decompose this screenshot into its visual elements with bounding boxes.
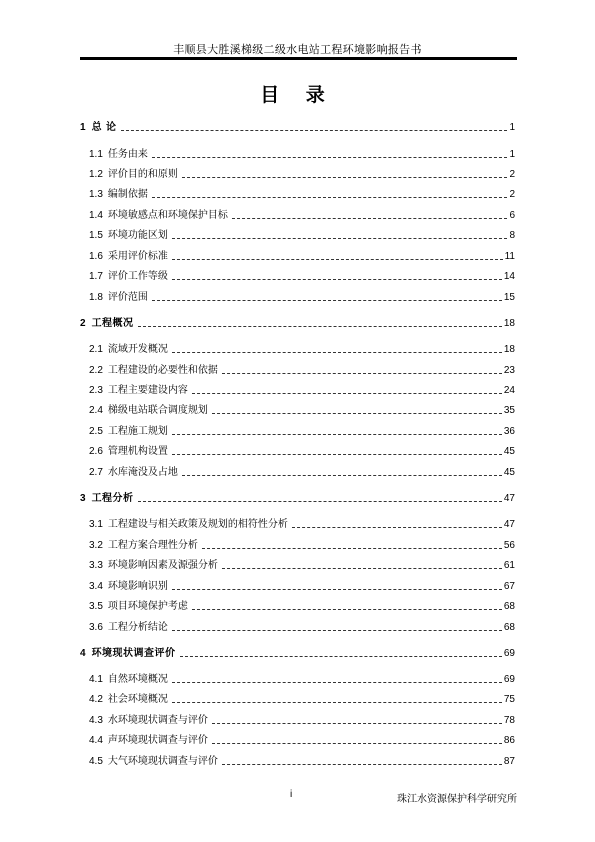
- toc-leader-line: [138, 500, 502, 502]
- toc-entry-number: 4.5: [89, 756, 103, 767]
- toc-leader-line: [172, 629, 502, 631]
- toc-leader-line: [232, 217, 508, 219]
- toc-entry-number: 1.1: [89, 149, 103, 160]
- toc-entry-page: 78: [503, 715, 515, 726]
- toc-section-entry[interactable]: [89, 147, 515, 161]
- toc-entry-page: 68: [503, 622, 515, 633]
- toc-entry-title: 流域开发概况: [107, 344, 168, 355]
- toc-entry-page: 24: [503, 385, 515, 396]
- toc-entry-page: 36: [503, 426, 515, 437]
- toc-entry-title: 工程概况: [91, 318, 134, 329]
- toc-leader-line: [292, 526, 502, 528]
- toc-entry-page: 1: [509, 149, 515, 160]
- toc-entry-number: 2.5: [89, 426, 103, 437]
- toc-entry-title: 采用评价标准: [107, 251, 168, 262]
- toc-leader-line: [182, 474, 502, 476]
- toc-entry-page: 35: [503, 405, 515, 416]
- toc-leader-line: [212, 412, 502, 414]
- toc-entry-page: 69: [503, 674, 515, 685]
- toc-section-entry[interactable]: [89, 403, 515, 417]
- footer-organization: 珠江水资源保护科学研究所: [397, 794, 517, 805]
- toc-leader-line: [121, 129, 508, 131]
- toc-entry-title: 工程施工规划: [107, 426, 168, 437]
- toc-entry-title: 环境功能区划: [107, 230, 168, 241]
- toc-entry-title: 水环境现状调查与评价: [107, 715, 208, 726]
- toc-entry-number: 3.1: [89, 519, 103, 530]
- toc-entry-title: 工程建设的必要性和依据: [107, 365, 218, 376]
- toc-section-entry[interactable]: [89, 465, 515, 479]
- toc-entry-page: 1: [509, 122, 515, 133]
- toc-entry-title: 评价范围: [107, 292, 148, 303]
- toc-entry-page: 23: [503, 365, 515, 376]
- toc-leader-line: [202, 547, 502, 549]
- toc-entry-number: 1.6: [89, 251, 103, 262]
- toc-chapter-entry[interactable]: [80, 646, 515, 660]
- toc-title: 目 录: [260, 84, 335, 106]
- toc-entry-page: 67: [503, 581, 515, 592]
- toc-entry-number: 3.2: [89, 540, 103, 551]
- toc-entry-title: 自然环境概况: [107, 674, 168, 685]
- toc-entry-number: 1.2: [89, 169, 103, 180]
- toc-leader-line: [172, 681, 502, 683]
- toc-entry-page: 15: [503, 292, 515, 303]
- toc-leader-line: [172, 237, 508, 239]
- toc-entry-number: 4.1: [89, 674, 103, 685]
- toc-entry-number: 2.7: [89, 467, 103, 478]
- toc-section-entry[interactable]: [89, 424, 515, 438]
- toc-section-entry[interactable]: [89, 208, 515, 222]
- toc-entry-page: 69: [503, 648, 515, 659]
- toc-entry-page: 47: [503, 519, 515, 530]
- toc-section-entry[interactable]: [89, 579, 515, 593]
- toc-entry-number: 2.3: [89, 385, 103, 396]
- toc-entry-title: 评价工作等级: [107, 271, 168, 282]
- footer-page-number: i: [290, 789, 293, 800]
- toc-entry-number: 1: [80, 122, 86, 133]
- toc-leader-line: [138, 325, 502, 327]
- toc-entry-page: 45: [503, 467, 515, 478]
- toc-entry-page: 11: [504, 251, 515, 262]
- toc-section-entry[interactable]: [89, 290, 515, 304]
- toc-entry-number: 2.2: [89, 365, 103, 376]
- toc-section-entry[interactable]: [89, 363, 515, 377]
- toc-entry-number: 2.1: [89, 344, 103, 355]
- toc-leader-line: [172, 453, 502, 455]
- toc-entry-page: 2: [509, 169, 515, 180]
- toc-leader-line: [152, 299, 502, 301]
- toc-section-entry[interactable]: [89, 444, 515, 458]
- toc-leader-line: [182, 176, 508, 178]
- toc-leader-line: [212, 722, 502, 724]
- toc-entry-title: 工程建设与相关政策及规划的相符性分析: [107, 519, 288, 530]
- toc-leader-line: [172, 278, 502, 280]
- toc-entry-page: 18: [503, 344, 515, 355]
- toc-section-entry[interactable]: [89, 383, 515, 397]
- toc-leader-line: [192, 392, 502, 394]
- toc-entry-title: 大气环境现状调查与评价: [107, 756, 218, 767]
- toc-chapter-entry[interactable]: [80, 120, 515, 134]
- toc-entry-title: 任务由来: [107, 149, 148, 160]
- toc-section-entry[interactable]: [89, 517, 515, 531]
- toc-entry-page: 86: [503, 735, 515, 746]
- toc-entry-title: 工程方案合理性分析: [107, 540, 198, 551]
- toc-entry-page: 18: [503, 318, 515, 329]
- toc-section-entry[interactable]: [89, 692, 515, 706]
- toc-leader-line: [180, 655, 502, 657]
- toc-entry-number: 4.3: [89, 715, 103, 726]
- toc-entry-title: 梯级电站联合调度规划: [107, 405, 208, 416]
- running-header-title: 丰顺县大胜溪梯级二级水电站工程环境影响报告书: [173, 43, 422, 56]
- toc-leader-line: [152, 196, 508, 198]
- toc-leader-line: [222, 567, 502, 569]
- toc-entry-page: 45: [503, 446, 515, 457]
- toc-entry-page: 68: [503, 601, 515, 612]
- toc-entry-page: 6: [509, 210, 515, 221]
- toc-entry-title: 环境现状调查评价: [91, 648, 176, 659]
- toc-entry-number: 4.4: [89, 735, 103, 746]
- toc-entry-title: 编制依据: [107, 189, 148, 200]
- toc-entry-title: 环境影响因素及源强分析: [107, 560, 218, 571]
- toc-leader-line: [172, 433, 502, 435]
- toc-entry-page: 75: [503, 694, 515, 705]
- toc-entry-title: 环境影响识别: [107, 581, 168, 592]
- toc-section-entry[interactable]: [89, 269, 515, 283]
- toc-leader-line: [172, 258, 503, 260]
- toc-entry-number: 3.3: [89, 560, 103, 571]
- toc-section-entry[interactable]: [89, 342, 515, 356]
- toc-leader-line: [172, 588, 502, 590]
- header-rule: [80, 57, 517, 60]
- toc-entry-number: 2.4: [89, 405, 103, 416]
- toc-entry-page: 8: [509, 230, 515, 241]
- toc-entry-title: 水库淹没及占地: [107, 467, 178, 478]
- toc-entry-number: 3.4: [89, 581, 103, 592]
- toc-entry-title: 工程分析结论: [107, 622, 168, 633]
- toc-leader-line: [212, 742, 502, 744]
- toc-entry-number: 3.5: [89, 601, 103, 612]
- toc-leader-line: [172, 701, 502, 703]
- toc-section-entry[interactable]: [89, 249, 515, 263]
- toc-entry-title: 声环境现状调查与评价: [107, 735, 208, 746]
- toc-section-entry[interactable]: [89, 558, 515, 572]
- toc-section-entry[interactable]: [89, 228, 515, 242]
- toc-entry-title: 工程分析: [91, 493, 134, 504]
- toc-entry-number: 4: [80, 648, 86, 659]
- toc-entry-title: 总 论: [91, 122, 117, 133]
- toc-entry-number: 3.6: [89, 622, 103, 633]
- toc-leader-line: [152, 156, 508, 158]
- toc-entry-number: 1.5: [89, 230, 103, 241]
- toc-section-entry[interactable]: [89, 167, 515, 181]
- toc-leader-line: [192, 608, 502, 610]
- toc-section-entry[interactable]: [89, 187, 515, 201]
- toc-entry-page: 14: [503, 271, 515, 282]
- toc-entry-number: 2: [80, 318, 86, 329]
- toc-leader-line: [222, 763, 502, 765]
- toc-section-entry[interactable]: [89, 599, 515, 613]
- toc-entry-page: 56: [503, 540, 515, 551]
- toc-entry-number: 1.4: [89, 210, 103, 221]
- toc-entry-number: 4.2: [89, 694, 103, 705]
- toc-entry-page: 61: [503, 560, 515, 571]
- toc-entry-number: 1.3: [89, 189, 103, 200]
- toc-chapter-entry[interactable]: [80, 316, 515, 330]
- toc-section-entry[interactable]: [89, 733, 515, 747]
- toc-entry-page: 47: [503, 493, 515, 504]
- toc-entry-number: 1.8: [89, 292, 103, 303]
- toc-entry-number: 1.7: [89, 271, 103, 282]
- toc-section-entry[interactable]: [89, 754, 515, 768]
- toc-entry-title: 工程主要建设内容: [107, 385, 188, 396]
- toc-entry-title: 管理机构设置: [107, 446, 168, 457]
- toc-entry-title: 社会环境概况: [107, 694, 168, 705]
- toc-entry-page: 2: [509, 189, 515, 200]
- toc-entry-page: 87: [503, 756, 515, 767]
- toc-entry-title: 评价目的和原则: [107, 169, 178, 180]
- toc-section-entry[interactable]: [89, 620, 515, 634]
- toc-chapter-entry[interactable]: [80, 491, 515, 505]
- toc-entry-number: 3: [80, 493, 86, 504]
- toc-entry-title: 环境敏感点和环境保护目标: [107, 210, 228, 221]
- toc-entry-title: 项目环境保护考虑: [107, 601, 188, 612]
- toc-section-entry[interactable]: [89, 672, 515, 686]
- toc-section-entry[interactable]: [89, 713, 515, 727]
- toc-leader-line: [222, 372, 502, 374]
- toc-leader-line: [172, 351, 502, 353]
- toc-entry-number: 2.6: [89, 446, 103, 457]
- toc-section-entry[interactable]: [89, 538, 515, 552]
